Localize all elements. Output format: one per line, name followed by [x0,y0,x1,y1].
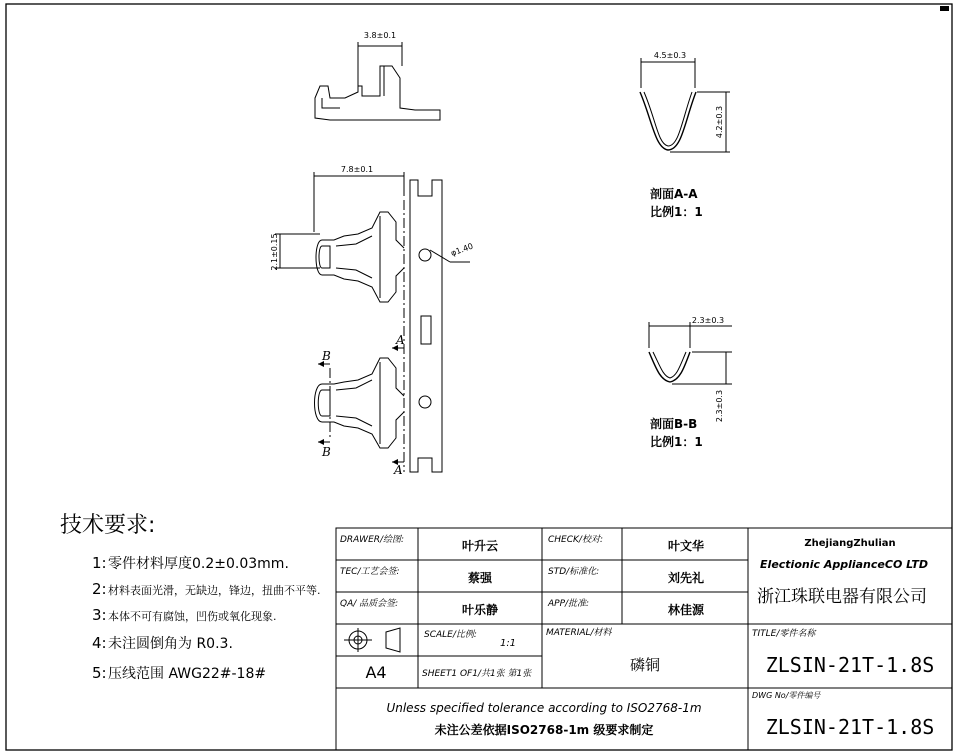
projection-symbol-icon [344,628,400,652]
section-b-title: 剖面B-B [650,417,698,431]
side-view [315,42,440,120]
section-b-scale: 比例1：1 [650,435,703,449]
dim-sec-a-width: 4.5±0.3 [653,51,687,60]
tech-item-2-num: 2: [92,580,107,598]
company-en-2: Electionic ApplianceCO LTD [760,558,928,571]
tech-item-2: 材料表面光滑，无缺边，锋边，扭曲不平等. [108,584,321,597]
sheet-label: SHEET1 OF1/共1张 第1张 [422,669,532,679]
scale-value: 1:1 [499,638,517,649]
dim-sec-a-height: 4.2±0.3 [715,105,724,139]
dim-height-a: 2.1±0.15 [270,233,279,271]
dim-crimp-width: 3.8±0.1 [363,31,397,40]
std-label: STD/标准化: [548,567,600,577]
tolerance-note-en: Unless specified tolerance according to ISO2768-1m [386,701,702,715]
dim-hole-dia: φ1.40 [449,241,475,258]
dim-sec-b-height: 2.3±0.3 [715,389,724,423]
scale-label: SCALE/比例: [424,630,477,640]
tech-item-5: 压线范围 AWG22#-18# [108,666,267,682]
cut-label-a-top: A [396,333,405,347]
section-a-scale: 比例1：1 [650,205,703,219]
tech-item-4-num: 4: [92,634,107,652]
cut-label-a-bottom: A [394,463,403,477]
app-value: 林佳源 [667,603,705,617]
drawer-label: DRAWER/绘图: [340,535,405,545]
qa-label: QA/ 品质会签: [340,599,399,609]
company-cn: 浙江珠联电器有限公司 [757,587,927,607]
tec-label: TEC/工艺会签: [340,567,400,577]
section-a-title: 剖面A-A [650,187,698,201]
cut-label-b-top: B [322,349,331,363]
tech-item-1-num: 1: [92,554,107,572]
app-label: APP/批准: [548,599,590,609]
corner-mark [940,6,949,11]
check-label: CHECK/校对: [548,535,603,545]
tech-item-3-num: 3: [92,606,107,624]
dim-total-length: 7.8±0.1 [340,165,374,174]
drawer-value: 叶升云 [461,539,499,553]
tech-item-3: 本体不可有腐蚀，凹伤或氧化现象. [108,610,277,623]
title-value: ZLSIN-21T-1.8S [765,653,935,677]
size-label: A4 [365,663,387,682]
material-label: MATERIAL/材料 [546,628,612,638]
dwg-value: ZLSIN-21T-1.8S [765,715,935,739]
tech-item-4: 未注圆倒角为 R0.3. [108,636,233,652]
company-en-1: ZhejiangZhulian [804,538,896,549]
dim-sec-b-width: 2.3±0.3 [691,316,725,325]
tolerance-note-cn: 未注公差依据ISO2768-1m 级要求制定 [434,723,654,737]
std-value: 刘先礼 [667,571,705,585]
qa-value: 叶乐静 [461,603,499,617]
tech-item-1: 零件材料厚度0.2±0.03mm. [108,556,289,572]
title-label: TITLE/零件名称 [752,629,816,639]
plan-view [275,172,470,472]
tech-title: 技术要求: [60,513,156,538]
section-b-view [649,322,732,384]
tec-value: 蔡强 [467,571,493,585]
tech-item-5-num: 5: [92,664,107,682]
cut-label-b-bottom: B [322,445,331,459]
material-value: 磷铜 [629,656,661,674]
dwg-label: DWG No/零件编号 [752,691,821,700]
check-value: 叶文华 [667,539,705,553]
